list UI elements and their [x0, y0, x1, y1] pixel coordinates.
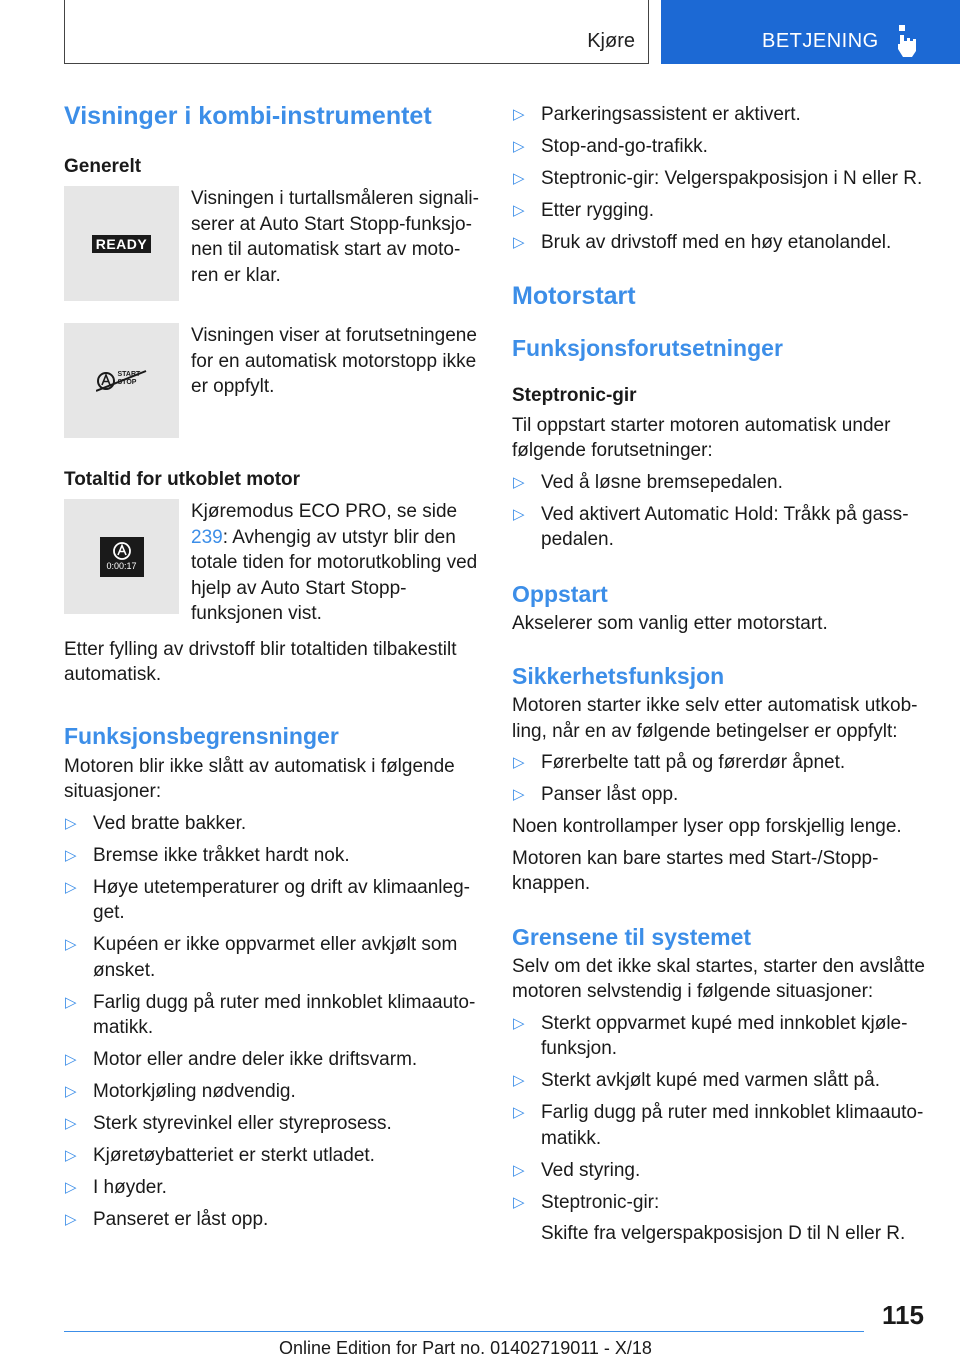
heading-motorstart: Motorstart [512, 281, 636, 310]
list-item-text: Panseret er låst opp. [93, 1209, 269, 1230]
list-item-text: Førerbelte tatt på og førerdør åpnet. [541, 752, 846, 773]
hand-pointer-icon [896, 25, 920, 57]
list-item-text: Ved styring. [541, 1159, 641, 1181]
auto-start-stop-icon [112, 541, 132, 561]
list-item [64, 1079, 480, 1105]
bullet-triangle-icon: ▷ [65, 846, 77, 864]
list-item [512, 198, 932, 224]
header-section-box [64, 0, 649, 64]
list-item-text: Kjøretøybatteriet er sterkt utladet. [93, 1145, 375, 1166]
footer-divider [64, 1331, 864, 1332]
footer-edition: Online Edition for Part no. 01402719011 - X/18 [279, 1338, 652, 1358]
list-item-text: Panser låst opp. [541, 784, 679, 805]
list-item [64, 990, 480, 1041]
subheading-generelt: Generelt [64, 156, 142, 177]
bullet-triangle-icon: ▷ [513, 505, 525, 523]
sikker-list [512, 750, 932, 808]
grense-list [512, 1011, 932, 1216]
bullet-triangle-icon: ▷ [65, 1083, 77, 1100]
list-item-text: Bremse ikke tråkket hardt nok. [93, 844, 350, 866]
bullet-triangle-icon: ▷ [65, 814, 77, 832]
grense-paragraph: Selv om det ikke skal startes, starter den avslåtte motoren selvstendig i følgende situasjoner: [512, 955, 925, 1002]
list-item [512, 166, 932, 192]
bullet-triangle-icon: ▷ [65, 1211, 77, 1228]
list-item-text: Høye utetemperaturer og drift av klimaanlegget. [93, 876, 470, 923]
figure-start-stop [64, 323, 480, 438]
steptronic-paragraph: Til oppstart starter motoren automatisk under følgende forutsetninger: [512, 414, 891, 461]
ready-label: READY [92, 235, 152, 253]
list-item [64, 1175, 480, 1201]
left-column [64, 100, 480, 1239]
list-item [64, 843, 480, 869]
list-item-text: Ved bratte bakker. [93, 812, 247, 834]
bullet-triangle-icon: ▷ [513, 1161, 525, 1179]
stop-label: STOP [117, 378, 137, 386]
start-stop-crossed-icon [96, 370, 148, 392]
list-item-text: Etter rygging. [541, 200, 654, 221]
list-item-text: Ved aktivert Automatic Hold: Tråkk på gasspedalen. [541, 503, 909, 550]
grense-last-subline: Skifte fra velgerspakposisjon D til N eller R. [541, 1222, 906, 1244]
start-stop-crossed-image [64, 323, 179, 438]
figure-timer [64, 499, 480, 627]
list-item-text: Ved å løsne bremsepedalen. [541, 471, 783, 493]
page-number: 115 [882, 1300, 924, 1330]
caption-text-a: Kjøremodus ECO PRO, se side [191, 501, 458, 522]
bullet-triangle-icon: ▷ [65, 1051, 77, 1068]
list-item [512, 1190, 932, 1216]
heading-sikkerhetsfunksjon: Sikkerhetsfunksjon [512, 663, 725, 689]
bullet-triangle-icon: ▷ [513, 1104, 525, 1121]
list-item [512, 1011, 932, 1062]
list-item [512, 1158, 932, 1184]
list-item-text: Bruk av drivstoff med en høy etanolandel. [541, 232, 892, 253]
list-item [64, 932, 480, 983]
list-item [64, 1207, 480, 1233]
steptronic-list [512, 470, 932, 553]
bullet-triangle-icon: ▷ [65, 1179, 77, 1196]
list-item [64, 1111, 480, 1137]
header-section-label: Kjøre [587, 30, 635, 52]
page-link-239[interactable]: 239 [191, 526, 223, 548]
list-item-text: I høyder. [93, 1177, 167, 1198]
header-chapter-label: BETJENING [762, 30, 879, 52]
list-item-text: Steptronic-gir: [541, 1191, 660, 1213]
bullet-triangle-icon: ▷ [513, 473, 525, 491]
list-item-text: Steptronic-gir: Velgerspakposisjon i N eller R. [541, 168, 923, 189]
list-item [512, 502, 932, 553]
heading-funksjonsbegrensninger: Funksjonsbegrensninger [64, 722, 339, 749]
list-item-text: Kupéen er ikke oppvarmet eller avkjølt som ønsket. [93, 934, 458, 981]
totaltid-paragraph: Etter fylling av drivstoff blir totaltiden tilbakestilt automatisk. [64, 638, 457, 685]
list-item [512, 1068, 932, 1094]
list-item [512, 1100, 932, 1151]
list-item-text: Motorkjøling nødvendig. [93, 1081, 296, 1102]
bullet-triangle-icon: ▷ [65, 1147, 77, 1164]
list-item [64, 1143, 480, 1169]
list-item [512, 102, 932, 128]
begrens-list [64, 811, 480, 1233]
list-item-text: Sterkt avkjølt kupé med varmen slått på. [541, 1070, 880, 1091]
page-title: Visninger i kombi-instrumentet [64, 102, 432, 130]
subheading-steptronic: Steptronic-gir [512, 384, 637, 406]
timer-display [100, 537, 144, 577]
list-item-text: Stop-and-go-trafikk. [541, 136, 708, 157]
list-item-text: Farlig dugg på ruter med innkoblet klimaautomatikk. [93, 991, 476, 1038]
list-item [512, 782, 932, 808]
heading-oppstart: Oppstart [512, 580, 608, 607]
bullet-triangle-icon: ▷ [513, 106, 525, 123]
figure-ready-caption: Visningen i turtallsmåleren signaliserer at Auto Start Stopp-funksjonen til automatisk start av motoren er klar. [191, 188, 479, 286]
bullet-triangle-icon: ▷ [513, 1014, 525, 1032]
oppstart-paragraph: Akselerer som vanlig etter motorstart. [512, 612, 828, 634]
list-item-text: Sterkt oppvarmet kupé med innkoblet kjølefunksjon. [541, 1012, 908, 1059]
begrens-intro: Motoren blir ikke slått av automatisk i følgende situasjoner: [64, 755, 455, 802]
heading-grensene: Grensene til systemet [512, 923, 752, 950]
bullet-triangle-icon: ▷ [65, 1115, 77, 1132]
list-item-text: Parkeringsassistent er aktivert. [541, 104, 801, 125]
list-item-text: Motor eller andre deler ikke driftsvarm. [93, 1049, 418, 1070]
bullet-triangle-icon: ▷ [513, 170, 525, 187]
bullet-triangle-icon: ▷ [513, 1193, 525, 1211]
bullet-triangle-icon: ▷ [513, 754, 525, 771]
bullet-triangle-icon: ▷ [513, 138, 525, 155]
list-item [512, 134, 932, 160]
list-item [64, 875, 480, 926]
bullet-triangle-icon: ▷ [65, 878, 77, 896]
list-item-text: Sterk styrevinkel eller styreprosess. [93, 1113, 392, 1134]
list-item [64, 811, 480, 837]
sikker-paragraph-2: Noen kontrollamper lyser opp forskjellig lenge. [512, 816, 902, 837]
sikker-paragraph-3: Motoren kan bare startes med Start-/Stopp-knappen. [512, 847, 879, 894]
bullet-triangle-icon: ▷ [513, 202, 525, 219]
list-item [512, 230, 932, 256]
figure-start-stop-caption: Visningen viser at forutsetningene for en automatisk motorstopp ikke er oppfylt. [191, 325, 477, 397]
bullet-triangle-icon: ▷ [513, 234, 525, 251]
ready-indicator-image [64, 186, 179, 301]
right-column [512, 102, 932, 1246]
bullet-triangle-icon: ▷ [513, 1072, 525, 1089]
continued-list [512, 102, 932, 256]
list-item [512, 470, 932, 496]
figure-timer-caption [191, 499, 480, 627]
bullet-triangle-icon: ▷ [65, 993, 77, 1011]
figure-ready [64, 186, 480, 301]
heading-funksjonsforutsetninger: Funksjonsforutsetninger [512, 334, 783, 361]
subheading-totaltid: Totaltid for utkoblet motor [64, 469, 301, 490]
bullet-triangle-icon: ▷ [65, 936, 77, 953]
list-item-text: Farlig dugg på ruter med innkoblet klimaautomatikk. [541, 1102, 924, 1149]
bullet-triangle-icon: ▷ [513, 786, 525, 803]
caption-text-b: : Avhengig av utstyr blir den totale tiden for motorutkobling ved hjelp av Auto Start Stopp-funksjonen vist. [191, 526, 478, 624]
start-label: START [117, 370, 141, 378]
list-item [512, 750, 932, 776]
list-item [64, 1047, 480, 1073]
timer-indicator-image [64, 499, 179, 614]
timer-value: 0:00:17 [106, 561, 137, 571]
header-chapter-tab[interactable] [661, 0, 960, 64]
sikker-paragraph: Motoren starter ikke selv etter automatisk utkobling, når en av følgende betingelser er oppfylt: [512, 695, 918, 742]
